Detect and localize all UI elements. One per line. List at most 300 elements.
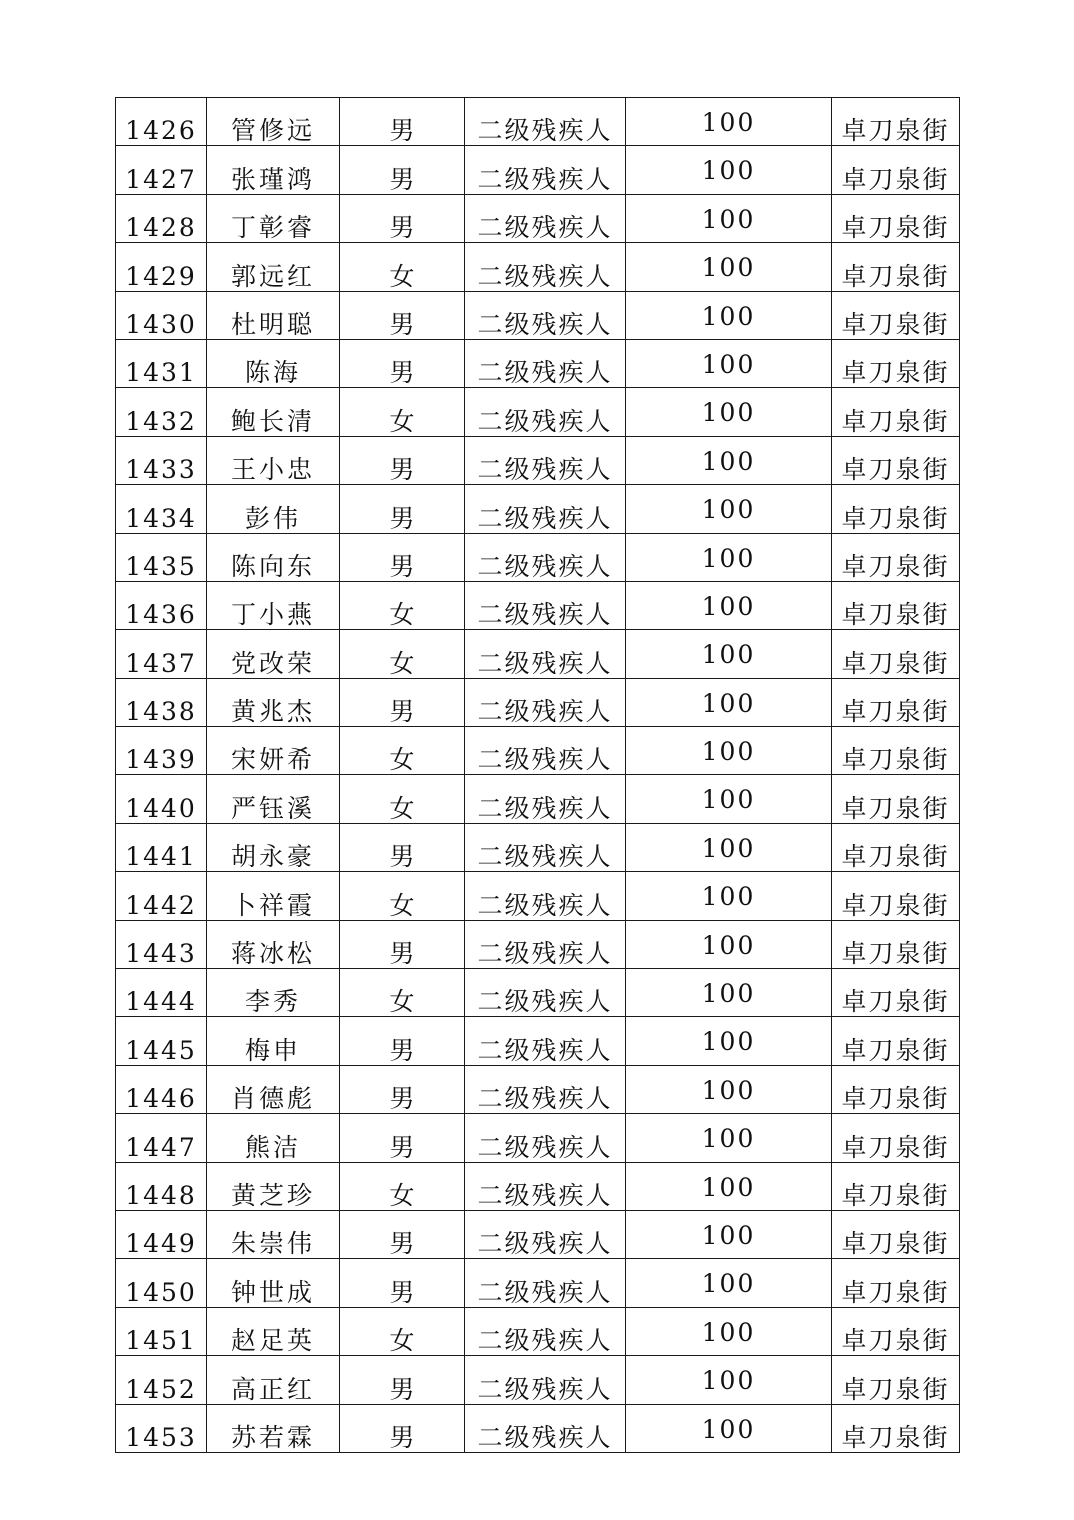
amount-cell — [626, 98, 832, 146]
sex: 男 — [389, 213, 415, 243]
sex-cell — [340, 243, 465, 291]
disability-level: 二级残疾人 — [477, 600, 613, 630]
street-cell — [832, 98, 960, 146]
serial-number: 1429 — [125, 261, 197, 291]
street: 卓刀泉街 — [841, 600, 950, 630]
amount: 100 — [701, 1220, 756, 1250]
street-cell — [832, 243, 960, 291]
serial-number: 1447 — [125, 1132, 197, 1162]
street-cell — [832, 678, 960, 726]
disability-level-cell — [465, 1307, 626, 1355]
sex: 女 — [389, 261, 415, 291]
amount-cell — [626, 823, 832, 871]
person-name: 陈向东 — [230, 551, 315, 581]
disability-level-cell — [465, 678, 626, 726]
amount-cell — [626, 339, 832, 387]
name-cell — [207, 1356, 340, 1404]
disability-level: 二级残疾人 — [477, 1422, 613, 1452]
street: 卓刀泉街 — [841, 116, 950, 146]
serial-number: 1435 — [125, 551, 197, 581]
sex-cell — [340, 194, 465, 242]
amount: 100 — [701, 591, 756, 621]
sex: 男 — [389, 1374, 415, 1404]
sex-cell — [340, 727, 465, 775]
serial-number-cell — [116, 969, 207, 1017]
sex: 女 — [389, 1180, 415, 1210]
disability-level: 二级残疾人 — [477, 309, 613, 339]
street: 卓刀泉街 — [841, 648, 950, 678]
disability-level: 二级残疾人 — [477, 1229, 613, 1259]
serial-number: 1439 — [125, 745, 197, 775]
street-cell — [832, 1065, 960, 1113]
serial-number: 1453 — [125, 1422, 197, 1452]
street: 卓刀泉街 — [841, 842, 950, 872]
serial-number: 1450 — [125, 1277, 197, 1307]
sex-cell — [340, 1259, 465, 1307]
street-cell — [832, 339, 960, 387]
street: 卓刀泉街 — [841, 551, 950, 581]
street-cell — [832, 1404, 960, 1452]
serial-number: 1431 — [125, 358, 197, 388]
serial-number-cell — [116, 630, 207, 678]
street-cell — [832, 533, 960, 581]
table-row — [116, 388, 960, 436]
serial-number-cell — [116, 1307, 207, 1355]
disability-level-cell — [465, 1404, 626, 1452]
serial-number: 1434 — [125, 503, 197, 533]
person-name: 杜明聪 — [230, 309, 315, 339]
amount: 100 — [701, 446, 756, 476]
table-row — [116, 291, 960, 339]
sex: 男 — [389, 116, 415, 146]
amount-cell — [626, 872, 832, 920]
person-name: 梅申 — [244, 1035, 301, 1065]
disability-level-cell — [465, 1356, 626, 1404]
disability-level-cell — [465, 872, 626, 920]
street-cell — [832, 1356, 960, 1404]
sex: 女 — [389, 987, 415, 1017]
disability-level: 二级残疾人 — [477, 1180, 613, 1210]
disability-level-cell — [465, 339, 626, 387]
table-row — [116, 1210, 960, 1258]
serial-number-cell — [116, 1210, 207, 1258]
table-row — [116, 485, 960, 533]
person-name: 彭伟 — [244, 503, 301, 533]
amount-cell — [626, 1017, 832, 1065]
sex: 女 — [389, 600, 415, 630]
name-cell — [207, 678, 340, 726]
sex: 女 — [389, 1326, 415, 1356]
roster-table — [115, 97, 960, 1453]
table-row — [116, 630, 960, 678]
amount: 100 — [701, 833, 756, 863]
disability-level-cell — [465, 1017, 626, 1065]
street: 卓刀泉街 — [841, 1084, 950, 1114]
sex-cell — [340, 823, 465, 871]
sex: 男 — [389, 1229, 415, 1259]
amount-cell — [626, 243, 832, 291]
sex: 男 — [389, 455, 415, 485]
disability-level-cell — [465, 1259, 626, 1307]
table-row — [116, 920, 960, 968]
street-cell — [832, 1210, 960, 1258]
sex-cell — [340, 1210, 465, 1258]
disability-level-cell — [465, 969, 626, 1017]
name-cell — [207, 1017, 340, 1065]
street-cell — [832, 291, 960, 339]
disability-level: 二级残疾人 — [477, 842, 613, 872]
sex-cell — [340, 339, 465, 387]
serial-number-cell — [116, 581, 207, 629]
sex-cell — [340, 775, 465, 823]
amount-cell — [626, 1259, 832, 1307]
disability-level-cell — [465, 823, 626, 871]
amount: 100 — [701, 688, 756, 718]
person-name: 陈海 — [244, 358, 301, 388]
name-cell — [207, 436, 340, 484]
serial-number: 1445 — [125, 1035, 197, 1065]
serial-number-cell — [116, 1017, 207, 1065]
disability-level-cell — [465, 485, 626, 533]
disability-level-cell — [465, 1065, 626, 1113]
street-cell — [832, 1114, 960, 1162]
serial-number-cell — [116, 1162, 207, 1210]
disability-level-cell — [465, 436, 626, 484]
serial-number-cell — [116, 678, 207, 726]
table-row — [116, 146, 960, 194]
street: 卓刀泉街 — [841, 793, 950, 823]
amount-cell — [626, 388, 832, 436]
street-cell — [832, 485, 960, 533]
disability-level: 二级残疾人 — [477, 745, 613, 775]
sex-cell — [340, 920, 465, 968]
street-cell — [832, 388, 960, 436]
street-cell — [832, 920, 960, 968]
disability-level-cell — [465, 98, 626, 146]
sex: 男 — [389, 1132, 415, 1162]
sex-cell — [340, 581, 465, 629]
table-row — [116, 1017, 960, 1065]
amount: 100 — [701, 1075, 756, 1105]
disability-level-cell — [465, 146, 626, 194]
sex: 女 — [389, 406, 415, 436]
disability-level: 二级残疾人 — [477, 697, 613, 727]
sex: 男 — [389, 551, 415, 581]
name-cell — [207, 1210, 340, 1258]
serial-number: 1443 — [125, 939, 197, 969]
person-name: 胡永豪 — [230, 842, 315, 872]
sex: 女 — [389, 890, 415, 920]
serial-number: 1441 — [125, 842, 197, 872]
sex-cell — [340, 678, 465, 726]
street-cell — [832, 436, 960, 484]
serial-number-cell — [116, 1114, 207, 1162]
sex: 男 — [389, 697, 415, 727]
person-name: 卜祥霞 — [230, 890, 315, 920]
sex-cell — [340, 533, 465, 581]
disability-level-cell — [465, 630, 626, 678]
disability-level: 二级残疾人 — [477, 261, 613, 291]
name-cell — [207, 98, 340, 146]
street-cell — [832, 1162, 960, 1210]
street: 卓刀泉街 — [841, 1035, 950, 1065]
name-cell — [207, 581, 340, 629]
name-cell — [207, 1162, 340, 1210]
serial-number: 1426 — [125, 116, 197, 146]
person-name: 王小忠 — [230, 455, 315, 485]
sex-cell — [340, 1065, 465, 1113]
amount-cell — [626, 533, 832, 581]
amount: 100 — [701, 1317, 756, 1347]
street: 卓刀泉街 — [841, 261, 950, 291]
sex-cell — [340, 485, 465, 533]
amount: 100 — [701, 398, 756, 428]
sex: 男 — [389, 842, 415, 872]
amount: 100 — [701, 1172, 756, 1202]
amount: 100 — [701, 1269, 756, 1299]
name-cell — [207, 243, 340, 291]
table-row — [116, 533, 960, 581]
disability-level-cell — [465, 533, 626, 581]
disability-level: 二级残疾人 — [477, 455, 613, 485]
name-cell — [207, 339, 340, 387]
amount-cell — [626, 146, 832, 194]
serial-number: 1432 — [125, 406, 197, 436]
amount-cell — [626, 678, 832, 726]
serial-number: 1437 — [125, 648, 197, 678]
street: 卓刀泉街 — [841, 1132, 950, 1162]
amount: 100 — [701, 108, 756, 137]
name-cell — [207, 194, 340, 242]
name-cell — [207, 775, 340, 823]
street: 卓刀泉街 — [841, 1277, 950, 1307]
name-cell — [207, 1114, 340, 1162]
sex-cell — [340, 969, 465, 1017]
sex: 男 — [389, 358, 415, 388]
street: 卓刀泉街 — [841, 1229, 950, 1259]
amount: 100 — [701, 495, 756, 525]
sex: 男 — [389, 1422, 415, 1452]
name-cell — [207, 872, 340, 920]
serial-number-cell — [116, 727, 207, 775]
sex-cell — [340, 291, 465, 339]
amount-cell — [626, 485, 832, 533]
street: 卓刀泉街 — [841, 1180, 950, 1210]
table-row — [116, 1259, 960, 1307]
street: 卓刀泉街 — [841, 745, 950, 775]
sex: 男 — [389, 1277, 415, 1307]
street-cell — [832, 1307, 960, 1355]
sex-cell — [340, 1017, 465, 1065]
sex-cell — [340, 1307, 465, 1355]
street: 卓刀泉街 — [841, 455, 950, 485]
table-row — [116, 1404, 960, 1452]
serial-number-cell — [116, 1404, 207, 1452]
serial-number: 1440 — [125, 793, 197, 823]
name-cell — [207, 533, 340, 581]
name-cell — [207, 920, 340, 968]
street-cell — [832, 194, 960, 242]
sex: 男 — [389, 939, 415, 969]
amount-cell — [626, 194, 832, 242]
disability-level: 二级残疾人 — [477, 987, 613, 1017]
disability-level: 二级残疾人 — [477, 1374, 613, 1404]
amount-cell — [626, 775, 832, 823]
serial-number: 1430 — [125, 309, 197, 339]
serial-number: 1427 — [125, 164, 197, 194]
serial-number: 1449 — [125, 1229, 197, 1259]
disability-level: 二级残疾人 — [477, 1084, 613, 1114]
street: 卓刀泉街 — [841, 164, 950, 194]
serial-number-cell — [116, 243, 207, 291]
sex: 男 — [389, 1035, 415, 1065]
sex: 男 — [389, 164, 415, 194]
amount-cell — [626, 1065, 832, 1113]
table-row — [116, 581, 960, 629]
street-cell — [832, 630, 960, 678]
disability-level: 二级残疾人 — [477, 1035, 613, 1065]
amount: 100 — [701, 737, 756, 767]
serial-number: 1444 — [125, 987, 197, 1017]
serial-number-cell — [116, 872, 207, 920]
disability-level-cell — [465, 727, 626, 775]
street-cell — [832, 1017, 960, 1065]
table-row — [116, 1356, 960, 1404]
name-cell — [207, 1259, 340, 1307]
serial-number: 1436 — [125, 600, 197, 630]
name-cell — [207, 630, 340, 678]
person-name: 李秀 — [244, 987, 301, 1017]
amount-cell — [626, 1210, 832, 1258]
street-cell — [832, 823, 960, 871]
street-cell — [832, 1259, 960, 1307]
sex: 女 — [389, 745, 415, 775]
sex-cell — [340, 630, 465, 678]
table-row — [116, 1307, 960, 1355]
amount-cell — [626, 630, 832, 678]
table-row — [116, 436, 960, 484]
amount: 100 — [701, 204, 756, 234]
amount: 100 — [701, 930, 756, 960]
sex-cell — [340, 436, 465, 484]
street: 卓刀泉街 — [841, 987, 950, 1017]
street: 卓刀泉街 — [841, 939, 950, 969]
person-name: 钟世成 — [230, 1277, 315, 1307]
street-cell — [832, 581, 960, 629]
street: 卓刀泉街 — [841, 213, 950, 243]
serial-number: 1451 — [125, 1326, 197, 1356]
serial-number-cell — [116, 291, 207, 339]
street-cell — [832, 146, 960, 194]
disability-level-cell — [465, 1114, 626, 1162]
table-row — [116, 1065, 960, 1113]
disability-level: 二级残疾人 — [477, 890, 613, 920]
sex: 女 — [389, 648, 415, 678]
disability-level: 二级残疾人 — [477, 793, 613, 823]
table-row — [116, 678, 960, 726]
person-name: 张瑾鸿 — [230, 164, 315, 194]
street: 卓刀泉街 — [841, 309, 950, 339]
street-cell — [832, 969, 960, 1017]
street: 卓刀泉街 — [841, 406, 950, 436]
serial-number-cell — [116, 1259, 207, 1307]
table-row — [116, 823, 960, 871]
amount: 100 — [701, 1027, 756, 1057]
name-cell — [207, 146, 340, 194]
table-row — [116, 872, 960, 920]
street: 卓刀泉街 — [841, 697, 950, 727]
disability-level-cell — [465, 388, 626, 436]
person-name: 苏若霖 — [230, 1422, 315, 1452]
disability-level-cell — [465, 194, 626, 242]
person-name: 肖德彪 — [230, 1084, 315, 1114]
amount-cell — [626, 969, 832, 1017]
street-cell — [832, 727, 960, 775]
sex: 男 — [389, 503, 415, 533]
serial-number-cell — [116, 920, 207, 968]
serial-number-cell — [116, 98, 207, 146]
disability-level: 二级残疾人 — [477, 406, 613, 436]
serial-number-cell — [116, 775, 207, 823]
serial-number: 1446 — [125, 1084, 197, 1114]
disability-level: 二级残疾人 — [477, 503, 613, 533]
amount-cell — [626, 1404, 832, 1452]
table-row — [116, 1162, 960, 1210]
amount: 100 — [701, 1124, 756, 1154]
disability-level: 二级残疾人 — [477, 358, 613, 388]
sex-cell — [340, 1162, 465, 1210]
disability-level: 二级残疾人 — [477, 1132, 613, 1162]
person-name: 朱崇伟 — [230, 1229, 315, 1259]
disability-level: 二级残疾人 — [477, 551, 613, 581]
disability-level-cell — [465, 291, 626, 339]
amount: 100 — [701, 882, 756, 912]
serial-number-cell — [116, 533, 207, 581]
person-name: 黄芝珍 — [230, 1180, 315, 1210]
amount: 100 — [701, 640, 756, 670]
sex-cell — [340, 388, 465, 436]
amount-cell — [626, 1162, 832, 1210]
amount-cell — [626, 1356, 832, 1404]
person-name: 黄兆杰 — [230, 697, 315, 727]
roster-body — [116, 98, 960, 1453]
disability-level-cell — [465, 1210, 626, 1258]
serial-number: 1442 — [125, 890, 197, 920]
name-cell — [207, 1307, 340, 1355]
table-row — [116, 969, 960, 1017]
person-name: 管修远 — [230, 116, 315, 146]
serial-number: 1428 — [125, 213, 197, 243]
disability-level: 二级残疾人 — [477, 116, 613, 146]
person-name: 熊洁 — [244, 1132, 301, 1162]
serial-number-cell — [116, 1065, 207, 1113]
serial-number: 1448 — [125, 1180, 197, 1210]
street-cell — [832, 775, 960, 823]
person-name: 严钰溪 — [230, 793, 315, 823]
sex: 男 — [389, 309, 415, 339]
sex-cell — [340, 1404, 465, 1452]
amount: 100 — [701, 156, 756, 186]
disability-level: 二级残疾人 — [477, 164, 613, 194]
disability-level: 二级残疾人 — [477, 213, 613, 243]
table-row — [116, 775, 960, 823]
serial-number-cell — [116, 436, 207, 484]
disability-level: 二级残疾人 — [477, 939, 613, 969]
sex-cell — [340, 146, 465, 194]
name-cell — [207, 969, 340, 1017]
person-name: 党改荣 — [230, 648, 315, 678]
sex-cell — [340, 1114, 465, 1162]
